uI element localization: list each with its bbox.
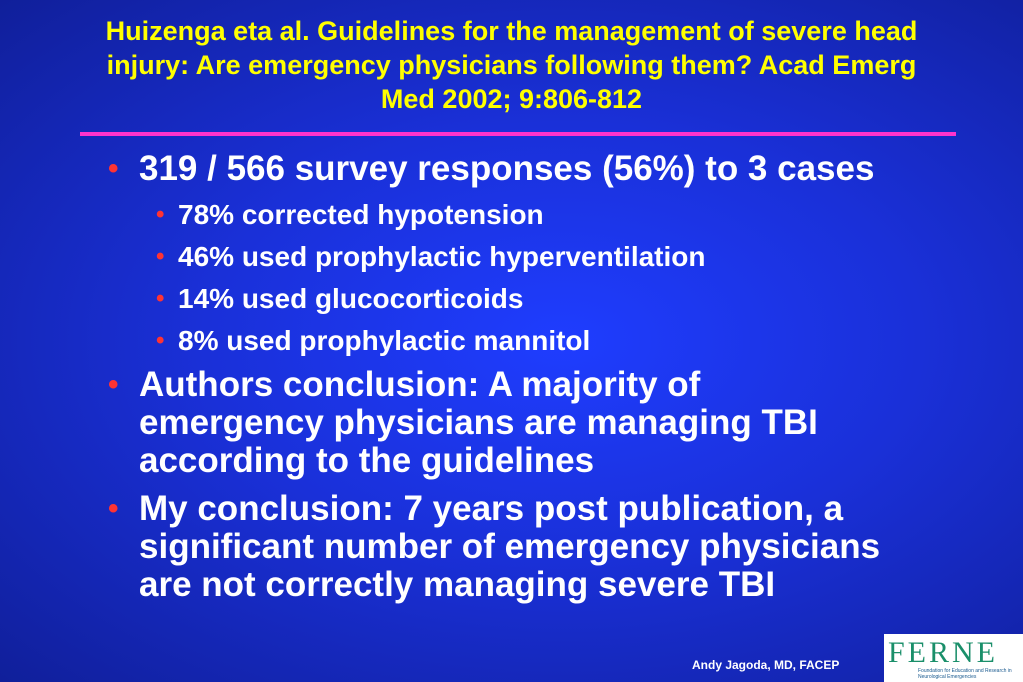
sub-bullet-text: 78% corrected hypotension xyxy=(178,199,544,230)
bullet-text-line: according to the guidelines xyxy=(139,441,595,480)
bullet-marker: • xyxy=(108,368,119,401)
sub-bullet-text: 46% used prophylactic hyperventilation xyxy=(178,241,706,272)
title-line: Huizenga eta al. Guidelines for the management of severe head xyxy=(105,16,918,46)
sub-bullet-text: 8% used prophylactic mannitol xyxy=(178,325,591,356)
bullet-marker: • xyxy=(156,285,165,312)
presenter-credit: Andy Jagoda, MD, FACEP xyxy=(692,658,840,672)
bullet-text-line: Authors conclusion: A majority of xyxy=(139,365,701,404)
bullet-authors-conclusion xyxy=(108,366,1008,480)
bullet-my-conclusion xyxy=(108,490,1008,604)
bullet-text-line: My conclusion: 7 years post publication, a xyxy=(139,489,844,528)
sub-bullet xyxy=(108,320,1008,362)
bullet-marker: • xyxy=(156,243,165,270)
bullet-text-line: are not correctly managing severe TBI xyxy=(139,565,776,604)
bullet-marker: • xyxy=(156,327,165,354)
ferne-logo xyxy=(884,634,1023,682)
title-line: Med 2002; 9:806-812 xyxy=(380,84,643,114)
bullet-text-line: emergency physicians are managing TBI xyxy=(139,403,818,442)
logo-wordmark: FERNE xyxy=(888,636,999,669)
sub-bullet xyxy=(108,236,1008,278)
bullet-marker: • xyxy=(156,201,165,228)
title-divider xyxy=(80,132,956,136)
sub-bullet xyxy=(108,194,1008,236)
bullet-marker: • xyxy=(108,152,119,185)
bullet-text-line: significant number of emergency physicians xyxy=(139,527,881,566)
bullet-marker: • xyxy=(108,492,119,525)
title-line: injury: Are emergency physicians following them? Acad Emerg xyxy=(106,50,917,80)
slide-title xyxy=(0,14,1023,116)
bullet-text: 319 / 566 survey responses (56%) to 3 cases xyxy=(139,149,875,188)
bullet-survey xyxy=(108,150,1008,188)
sub-bullet-text: 14% used glucocorticoids xyxy=(178,283,524,314)
logo-subtitle: Foundation for Education and Research in Neurological Emergencies xyxy=(918,668,1012,680)
sub-bullet xyxy=(108,278,1008,320)
bullet-list xyxy=(108,150,1008,610)
